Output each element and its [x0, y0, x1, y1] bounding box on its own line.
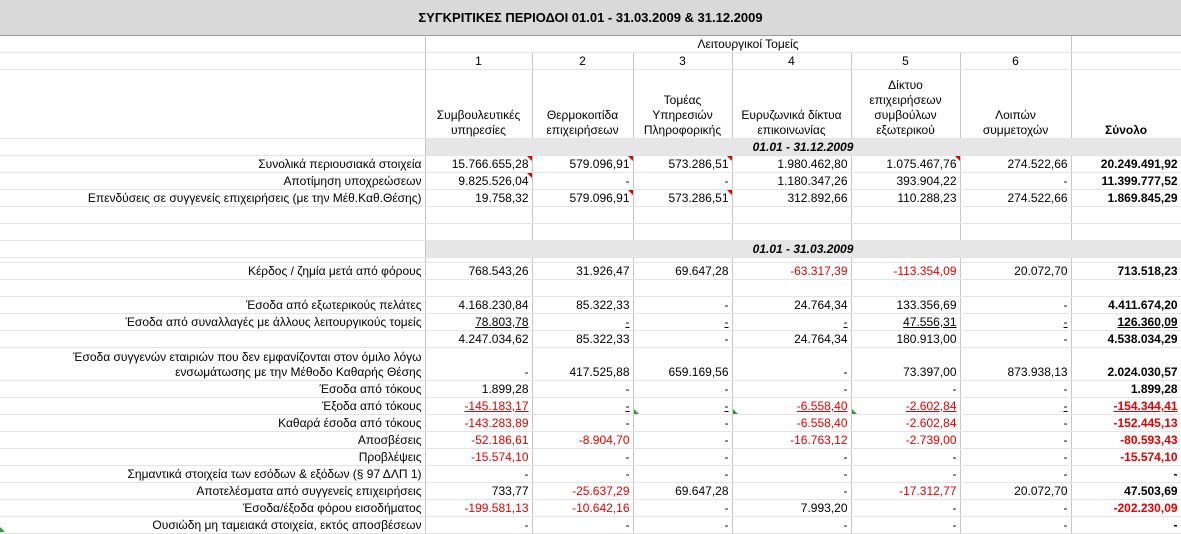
value-cell: - [851, 449, 960, 466]
empty-cell [851, 280, 960, 297]
data-row [0, 415, 1181, 432]
value-cell: 24.764,34 [732, 331, 851, 348]
value-cell: -145.183,17 [425, 398, 532, 415]
blank-row [0, 280, 1181, 297]
value-cell: 274.522,66 [960, 190, 1071, 207]
data-row [0, 331, 1181, 348]
value-cell: -52.186,61 [425, 432, 532, 449]
value-cell: - [960, 517, 1071, 534]
empty-cell [425, 224, 532, 241]
value-cell: - [633, 173, 732, 190]
empty-cell [0, 224, 425, 241]
value-cell: -16.763,12 [732, 432, 851, 449]
group-header-row [0, 36, 1181, 53]
value-cell: - [532, 398, 633, 415]
value-cell: - [532, 314, 633, 331]
empty-cell [1071, 280, 1181, 297]
value-cell: - [633, 331, 732, 348]
value-cell: - [532, 381, 633, 398]
value-cell: - [532, 449, 633, 466]
value-cell: -6.558,40 [732, 415, 851, 432]
value-cell: 31.926,47 [532, 263, 633, 280]
value-cell: 274.522,66 [960, 156, 1071, 173]
col-number: 1 [425, 53, 532, 70]
value-cell: - [633, 449, 732, 466]
value-cell: 85.322,33 [532, 331, 633, 348]
data-row [0, 483, 1181, 500]
value-cell: 417.525,88 [532, 348, 633, 381]
period-row-1 [0, 139, 1181, 156]
row-label: Προβλέψεις [0, 449, 425, 466]
empty-cell [425, 280, 532, 297]
col-number: 5 [851, 53, 960, 70]
row-label: Ουσιώδη μη ταμειακά στοιχεία, εκτός αποσβέσεων [0, 517, 425, 534]
row-label [0, 331, 425, 348]
value-cell: -10.642,16 [532, 500, 633, 517]
total-cell: -154.344,41 [1071, 398, 1181, 415]
col-number: 4 [732, 53, 851, 70]
data-row [0, 156, 1181, 173]
value-cell: - [532, 415, 633, 432]
row-label [0, 348, 425, 381]
total-cell: 1.869.845,29 [1071, 190, 1181, 207]
value-cell: 73.397,00 [851, 348, 960, 381]
empty-cell [425, 207, 532, 224]
value-cell: 4.247.034,62 [425, 331, 532, 348]
row-label-line: Έσοδα συγγενών εταιριών που δεν εμφανίζονται στον όμιλο λόγω [73, 350, 422, 364]
value-cell: 133.356,69 [851, 297, 960, 314]
value-cell: - [633, 500, 732, 517]
value-cell: 78.803,78 [425, 314, 532, 331]
row-label: Καθαρά έσοδα από τόκους [0, 415, 425, 432]
row-label: Έξοδα από τόκους [0, 398, 425, 415]
value-cell: 20.072,70 [960, 483, 1071, 500]
value-cell: 1.180.347,26 [732, 173, 851, 190]
row-label: Κέρδος / ζημία μετά από φόρους [0, 263, 425, 280]
row-label: Έσοδα από συναλλαγές με άλλους λειτουργικούς τομείς [0, 314, 425, 331]
value-cell: - [960, 398, 1071, 415]
value-cell: 659.169,56 [633, 348, 732, 381]
empty-cell [732, 224, 851, 241]
value-cell: -113.354,09 [851, 263, 960, 280]
value-cell: 180.913,00 [851, 331, 960, 348]
value-cell: - [960, 500, 1071, 517]
row-label: Αποτελέσματα από συγγενείς επιχειρήσεις [0, 483, 425, 500]
value-cell: 20.072,70 [960, 263, 1071, 280]
row-label: Σημαντικά στοιχεία των εσόδων & εξόδων (§ 97 ΔΛΠ 1) [0, 466, 425, 483]
empty-cell [960, 280, 1071, 297]
value-cell: - [960, 449, 1071, 466]
value-cell: -15.574,10 [425, 449, 532, 466]
total-cell: -15.574,10 [1071, 449, 1181, 466]
value-cell: - [732, 348, 851, 381]
value-cell: - [851, 500, 960, 517]
col-name: Συμβουλευτικές υπηρεσίες [425, 70, 532, 139]
value-cell: 573.286,51 [633, 190, 732, 207]
data-row [0, 432, 1181, 449]
value-cell: - [633, 314, 732, 331]
page-title [0, 0, 1181, 36]
value-cell: - [633, 415, 732, 432]
value-cell: 1.075.467,76 [851, 156, 960, 173]
value-cell: 4.168.230,84 [425, 297, 532, 314]
value-cell: 69.647,28 [633, 263, 732, 280]
value-cell: - [532, 517, 633, 534]
value-cell: - [732, 483, 851, 500]
value-cell: - [425, 517, 532, 534]
total-cell: 4.538.034,29 [1071, 331, 1181, 348]
value-cell: - [732, 314, 851, 331]
value-cell: - [633, 398, 732, 415]
row-label-line: ενσωμάτωσης με την Μέθοδο Καθαρής Θέσης [175, 365, 422, 379]
value-cell: 19.758,32 [425, 190, 532, 207]
value-cell: - [633, 466, 732, 483]
blank-row [0, 207, 1181, 224]
value-cell: - [960, 297, 1071, 314]
empty-cell [0, 280, 425, 297]
data-row [0, 500, 1181, 517]
value-cell: -2.602,84 [851, 415, 960, 432]
value-cell: - [633, 432, 732, 449]
value-cell: 85.322,33 [532, 297, 633, 314]
value-cell: 733,77 [425, 483, 532, 500]
value-cell: - [851, 466, 960, 483]
value-cell: 1.899,28 [425, 381, 532, 398]
value-cell: 393.904,22 [851, 173, 960, 190]
empty-cell [532, 224, 633, 241]
value-cell: - [960, 331, 1071, 348]
spreadsheet-grid [0, 36, 1181, 532]
value-cell: - [960, 381, 1071, 398]
row-label: Επενδύσεις σε συγγενείς επιχειρήσεις (με την Μέθ.Καθ.Θέσης) [0, 190, 425, 207]
column-number-row [0, 53, 1181, 70]
empty-cell [1071, 207, 1181, 224]
row-label: Έσοδα από εξωτερικούς πελάτες [0, 297, 425, 314]
value-cell: - [732, 449, 851, 466]
empty-cell [633, 207, 732, 224]
col-name: Τομέας Υπηρεσιών Πληροφορικής [633, 70, 732, 139]
group-header: Λειτουργικοί Τομείς [425, 36, 1071, 53]
empty-cell [0, 207, 425, 224]
total-cell: 126.360,09 [1071, 314, 1181, 331]
col-name-total: Σύνολο [1071, 70, 1181, 139]
empty-cell [532, 280, 633, 297]
data-row [0, 173, 1181, 190]
col-number: 3 [633, 53, 732, 70]
value-cell: - [532, 466, 633, 483]
data-row [0, 466, 1181, 483]
total-cell: -80.593,43 [1071, 432, 1181, 449]
value-cell: - [851, 381, 960, 398]
value-cell: - [425, 466, 532, 483]
total-cell: 47.503,69 [1071, 483, 1181, 500]
row-label: Αποτίμηση υποχρεώσεων [0, 173, 425, 190]
column-name-row [0, 70, 1181, 139]
value-cell: 69.647,28 [633, 483, 732, 500]
total-cell: - [1071, 517, 1181, 534]
value-cell: -17.312,77 [851, 483, 960, 500]
empty-cell [732, 207, 851, 224]
total-cell: 4.411.674,20 [1071, 297, 1181, 314]
value-cell: -25.637,29 [532, 483, 633, 500]
value-cell: - [960, 314, 1071, 331]
value-cell: - [732, 381, 851, 398]
value-cell: 110.288,23 [851, 190, 960, 207]
col-name: Δίκτυο επιχειρήσεων συμβούλων εξωτερικού [851, 70, 960, 139]
col-name: Θερμοκοιτίδα επιχειρήσεων [532, 70, 633, 139]
value-cell: -63.317,39 [732, 263, 851, 280]
value-cell: -6.558,40 [732, 398, 851, 415]
value-cell: 312.892,66 [732, 190, 851, 207]
period-row-2 [0, 241, 1181, 258]
period-label: 01.01 - 31.12.2009 [425, 139, 1181, 156]
data-row [0, 314, 1181, 331]
value-cell: 7.993,20 [732, 500, 851, 517]
period-label: 01.01 - 31.03.2009 [425, 241, 1181, 258]
col-number: 2 [532, 53, 633, 70]
title-text: ΣΥΓΚΡΙΤΙΚΕΣ ΠΕΡΙΟΔΟΙ 01.01 - 31.03.2009 & 31.12.2009 [418, 10, 763, 25]
empty-cell [851, 224, 960, 241]
empty-cell [1071, 224, 1181, 241]
row-label: Έσοδα/έξοδα φόρου εισοδήματος [0, 500, 425, 517]
col-name: Λοιπών συμμετοχών [960, 70, 1071, 139]
value-cell: - [532, 173, 633, 190]
data-row [0, 348, 1181, 381]
data-row [0, 190, 1181, 207]
value-cell: 15.766.655,28 [425, 156, 532, 173]
value-cell: - [851, 517, 960, 534]
empty-cell [732, 280, 851, 297]
value-cell: 24.764,34 [732, 297, 851, 314]
col-number: 6 [960, 53, 1071, 70]
data-row [0, 517, 1181, 534]
value-cell: -2.739,00 [851, 432, 960, 449]
empty-cell [851, 207, 960, 224]
data-row [0, 381, 1181, 398]
empty-cell [532, 207, 633, 224]
col-name: Ευρυζωνικά δίκτυα επικοινωνίας [732, 70, 851, 139]
value-cell: -143.283,89 [425, 415, 532, 432]
value-cell: - [960, 466, 1071, 483]
value-cell: 1.980.462,80 [732, 156, 851, 173]
empty-cell [633, 280, 732, 297]
empty-cell [0, 241, 425, 258]
empty-cell [960, 207, 1071, 224]
value-cell: 873.938,13 [960, 348, 1071, 381]
total-cell: 20.249.491,92 [1071, 156, 1181, 173]
total-cell: 11.399.777,52 [1071, 173, 1181, 190]
value-cell: - [960, 415, 1071, 432]
total-cell: - [1071, 466, 1181, 483]
value-cell: 9.825.526,04 [425, 173, 532, 190]
empty-cell [960, 224, 1071, 241]
value-cell: - [425, 348, 532, 381]
total-cell: 1.899,28 [1071, 381, 1181, 398]
total-cell: -202.230,09 [1071, 500, 1181, 517]
total-cell: -152.445,13 [1071, 415, 1181, 432]
row-label: Έσοδα από τόκους [0, 381, 425, 398]
value-cell: -2.602,84 [851, 398, 960, 415]
value-cell: 573.286,51 [633, 156, 732, 173]
data-row [0, 398, 1181, 415]
value-cell: - [960, 173, 1071, 190]
row-label: Συνολικά περιουσιακά στοιχεία [0, 156, 425, 173]
total-cell: 713.518,23 [1071, 263, 1181, 280]
value-cell: - [633, 297, 732, 314]
empty-cell [633, 224, 732, 241]
value-cell: - [732, 466, 851, 483]
value-cell: 768.543,26 [425, 263, 532, 280]
total-cell: 2.024.030,57 [1071, 348, 1181, 381]
data-row [0, 297, 1181, 314]
value-cell: - [960, 432, 1071, 449]
value-cell: -199.581,13 [425, 500, 532, 517]
value-cell: -8.904,70 [532, 432, 633, 449]
row-label: Αποσβέσεις [0, 432, 425, 449]
value-cell: 579.096,91 [532, 156, 633, 173]
data-row [0, 263, 1181, 280]
value-cell: - [633, 517, 732, 534]
blank-row [0, 224, 1181, 241]
value-cell: - [633, 381, 732, 398]
value-cell: 579.096,91 [532, 190, 633, 207]
data-row [0, 449, 1181, 466]
value-cell: - [732, 517, 851, 534]
value-cell: 47.556,31 [851, 314, 960, 331]
